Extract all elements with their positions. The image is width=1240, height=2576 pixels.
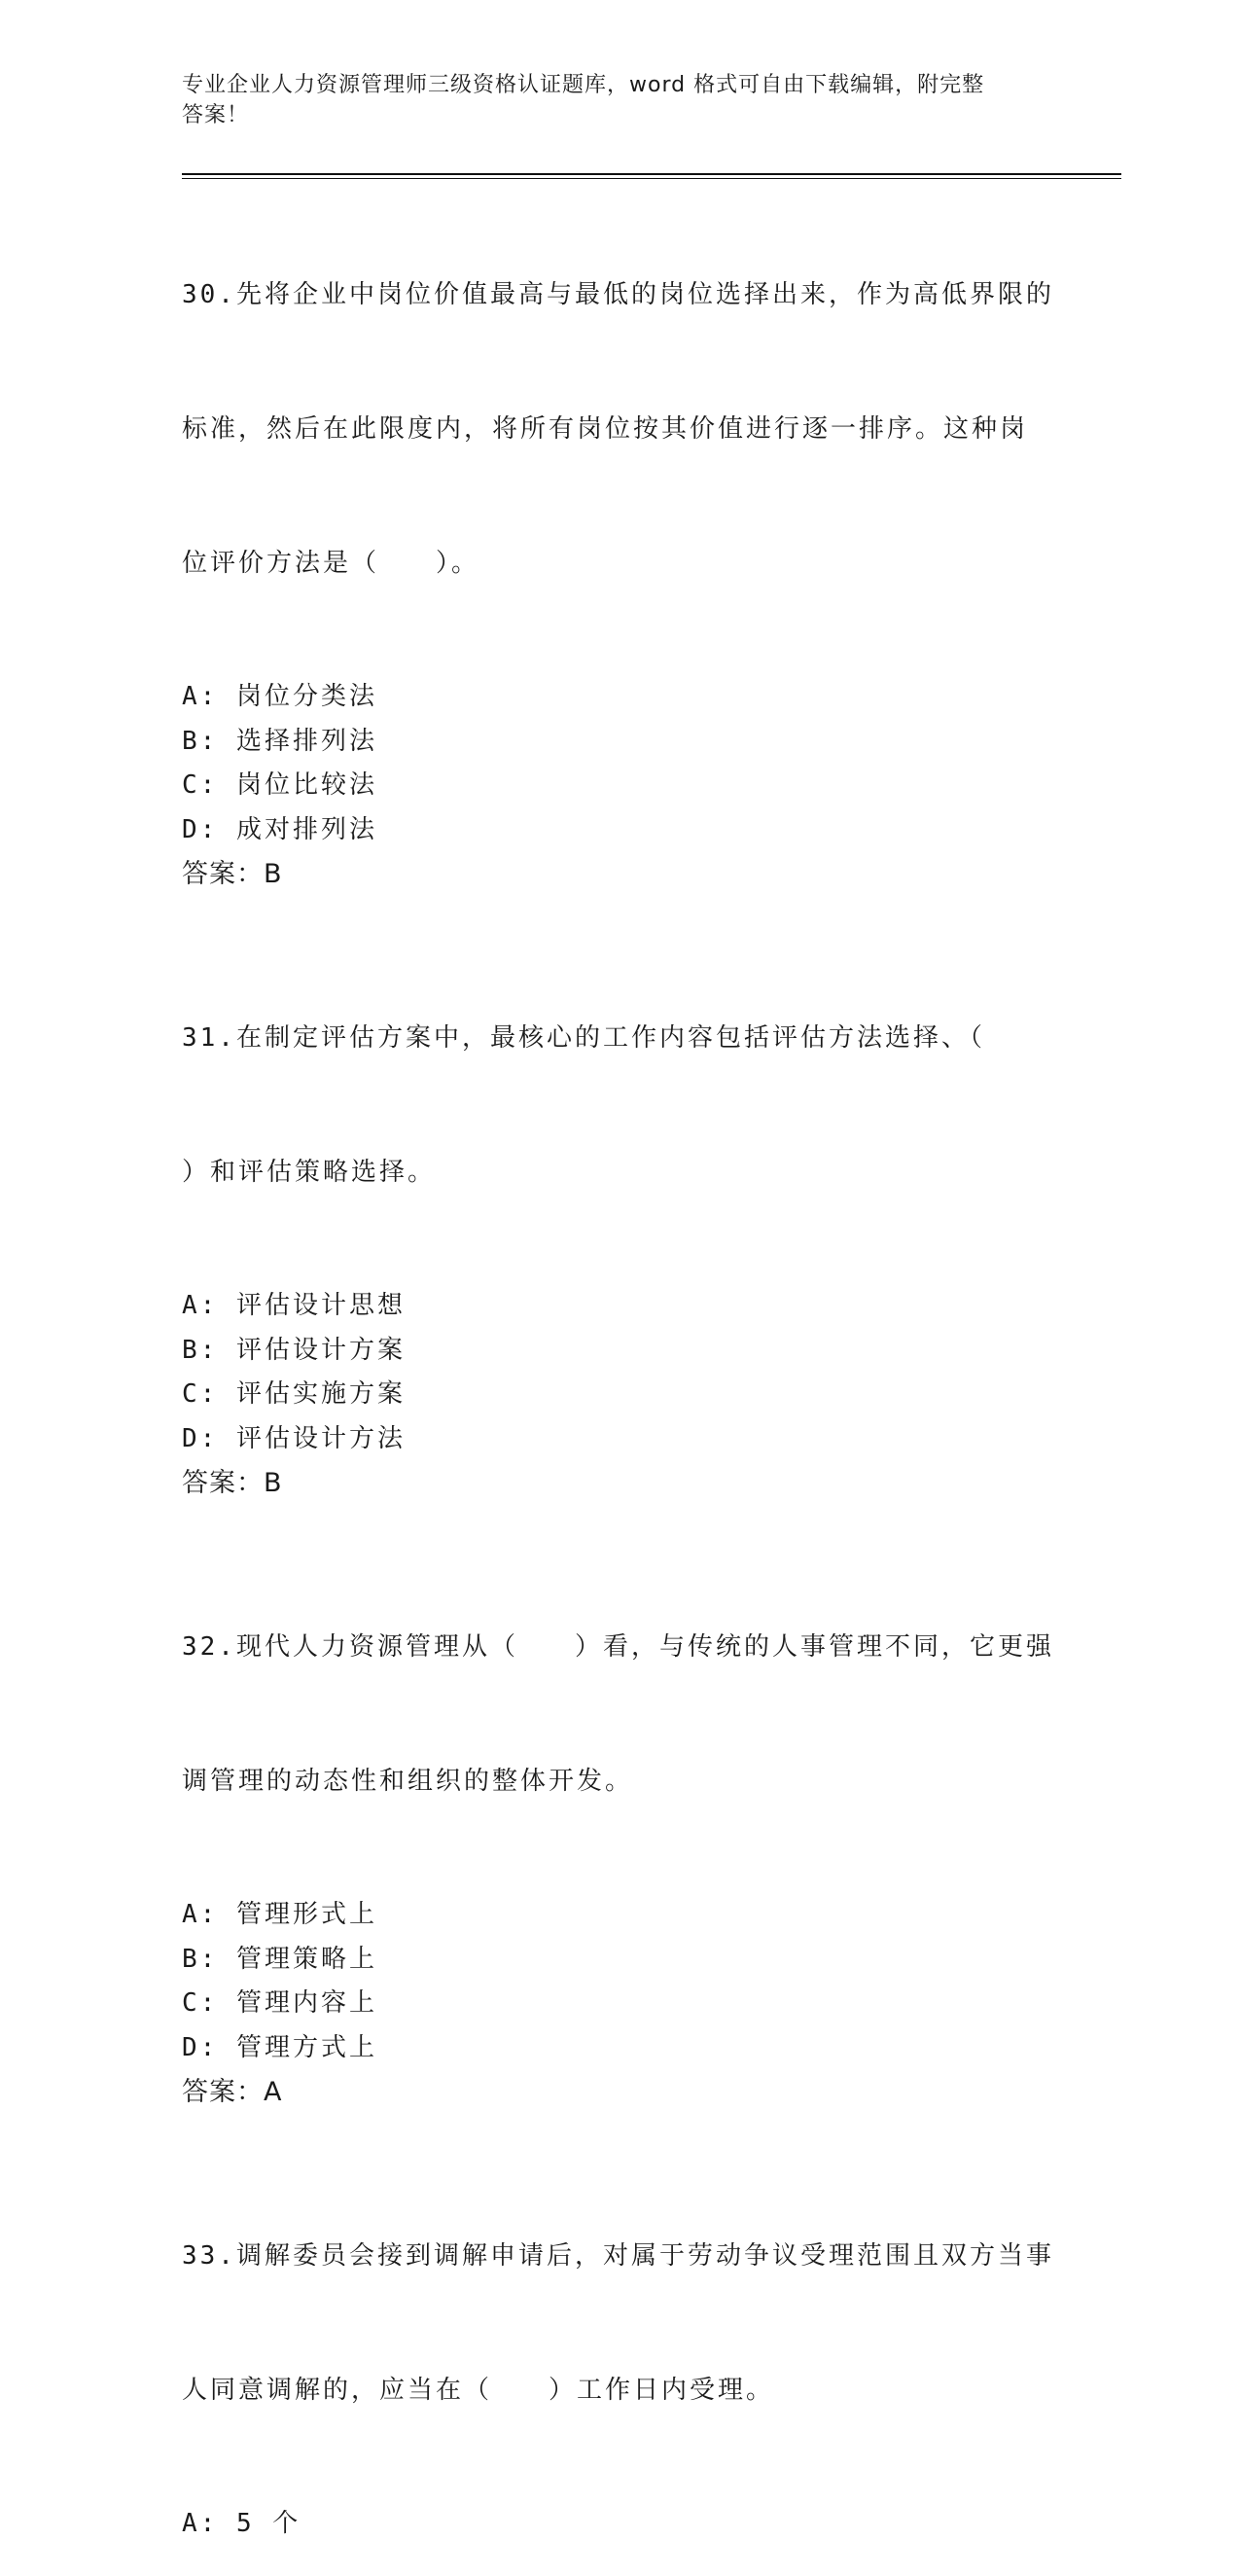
answer: 答案：B [182,1468,283,1498]
answer: 答案：B [182,859,283,889]
option-a: A: 5 个 [182,2509,301,2538]
header-divider [182,173,1121,175]
stem-line: 31.在制定评估方案中，最核心的工作内容包括评估方法选择、（ [182,1023,985,1053]
option-d: D: 成对排列法 [182,814,377,844]
option-d: D: 管理方式上 [182,2032,377,2062]
option-c: C: 管理内容上 [182,1988,377,2018]
question-33 [182,2144,1057,2547]
question-stem [182,183,1057,675]
question-stem [182,2144,1057,2502]
option-a: A: 岗位分类法 [182,682,377,711]
question-31 [182,926,1057,1506]
header-line-2: 答案！ [182,103,250,127]
option-b: B: 评估设计方案 [182,1335,406,1365]
option-d: D: 评估设计方法 [182,1423,406,1453]
stem-line: 32.现代人力资源管理从（ ）看，与传统的人事管理不同，它更强 [182,1632,1054,1662]
stem-line: ）和评估策略选择。 [182,1158,437,1187]
stem-line: 调管理的动态性和组织的整体开发。 [182,1767,634,1796]
question-stem [182,1535,1057,1893]
stem-line: 位评价方法是（ ）。 [182,549,480,578]
option-b: B: 选择排列法 [182,726,377,756]
header-line-1: 专业企业人力资源管理师三级资格认证题库，word 格式可自由下载编辑，附完整 [182,73,985,97]
stem-line: 标准，然后在此限度内，将所有岗位按其价值进行逐一排序。这种岗 [182,414,1029,444]
question-list [182,183,1057,2576]
header-divider-thin [182,178,1121,179]
option-c: C: 评估实施方案 [182,1379,406,1409]
answer: 答案：A [182,2077,283,2107]
stem-line: 人同意调解的，应当在（ ）工作日内受理。 [182,2376,775,2405]
option-c: C: 岗位比较法 [182,770,377,800]
option-b: B: 管理策略上 [182,1944,377,1974]
question-stem [182,926,1057,1284]
stem-line: 30.先将企业中岗位价值最高与最低的岗位选择出来，作为高低界限的 [182,280,1054,309]
option-a: A: 管理形式上 [182,1900,377,1929]
option-a: A: 评估设计思想 [182,1291,406,1320]
question-32 [182,1535,1057,2115]
document-header [182,70,1057,130]
stem-line: 33.调解委员会接到调解申请后，对属于劳动争议受理范围且双方当事 [182,2241,1054,2271]
question-30 [182,183,1057,897]
